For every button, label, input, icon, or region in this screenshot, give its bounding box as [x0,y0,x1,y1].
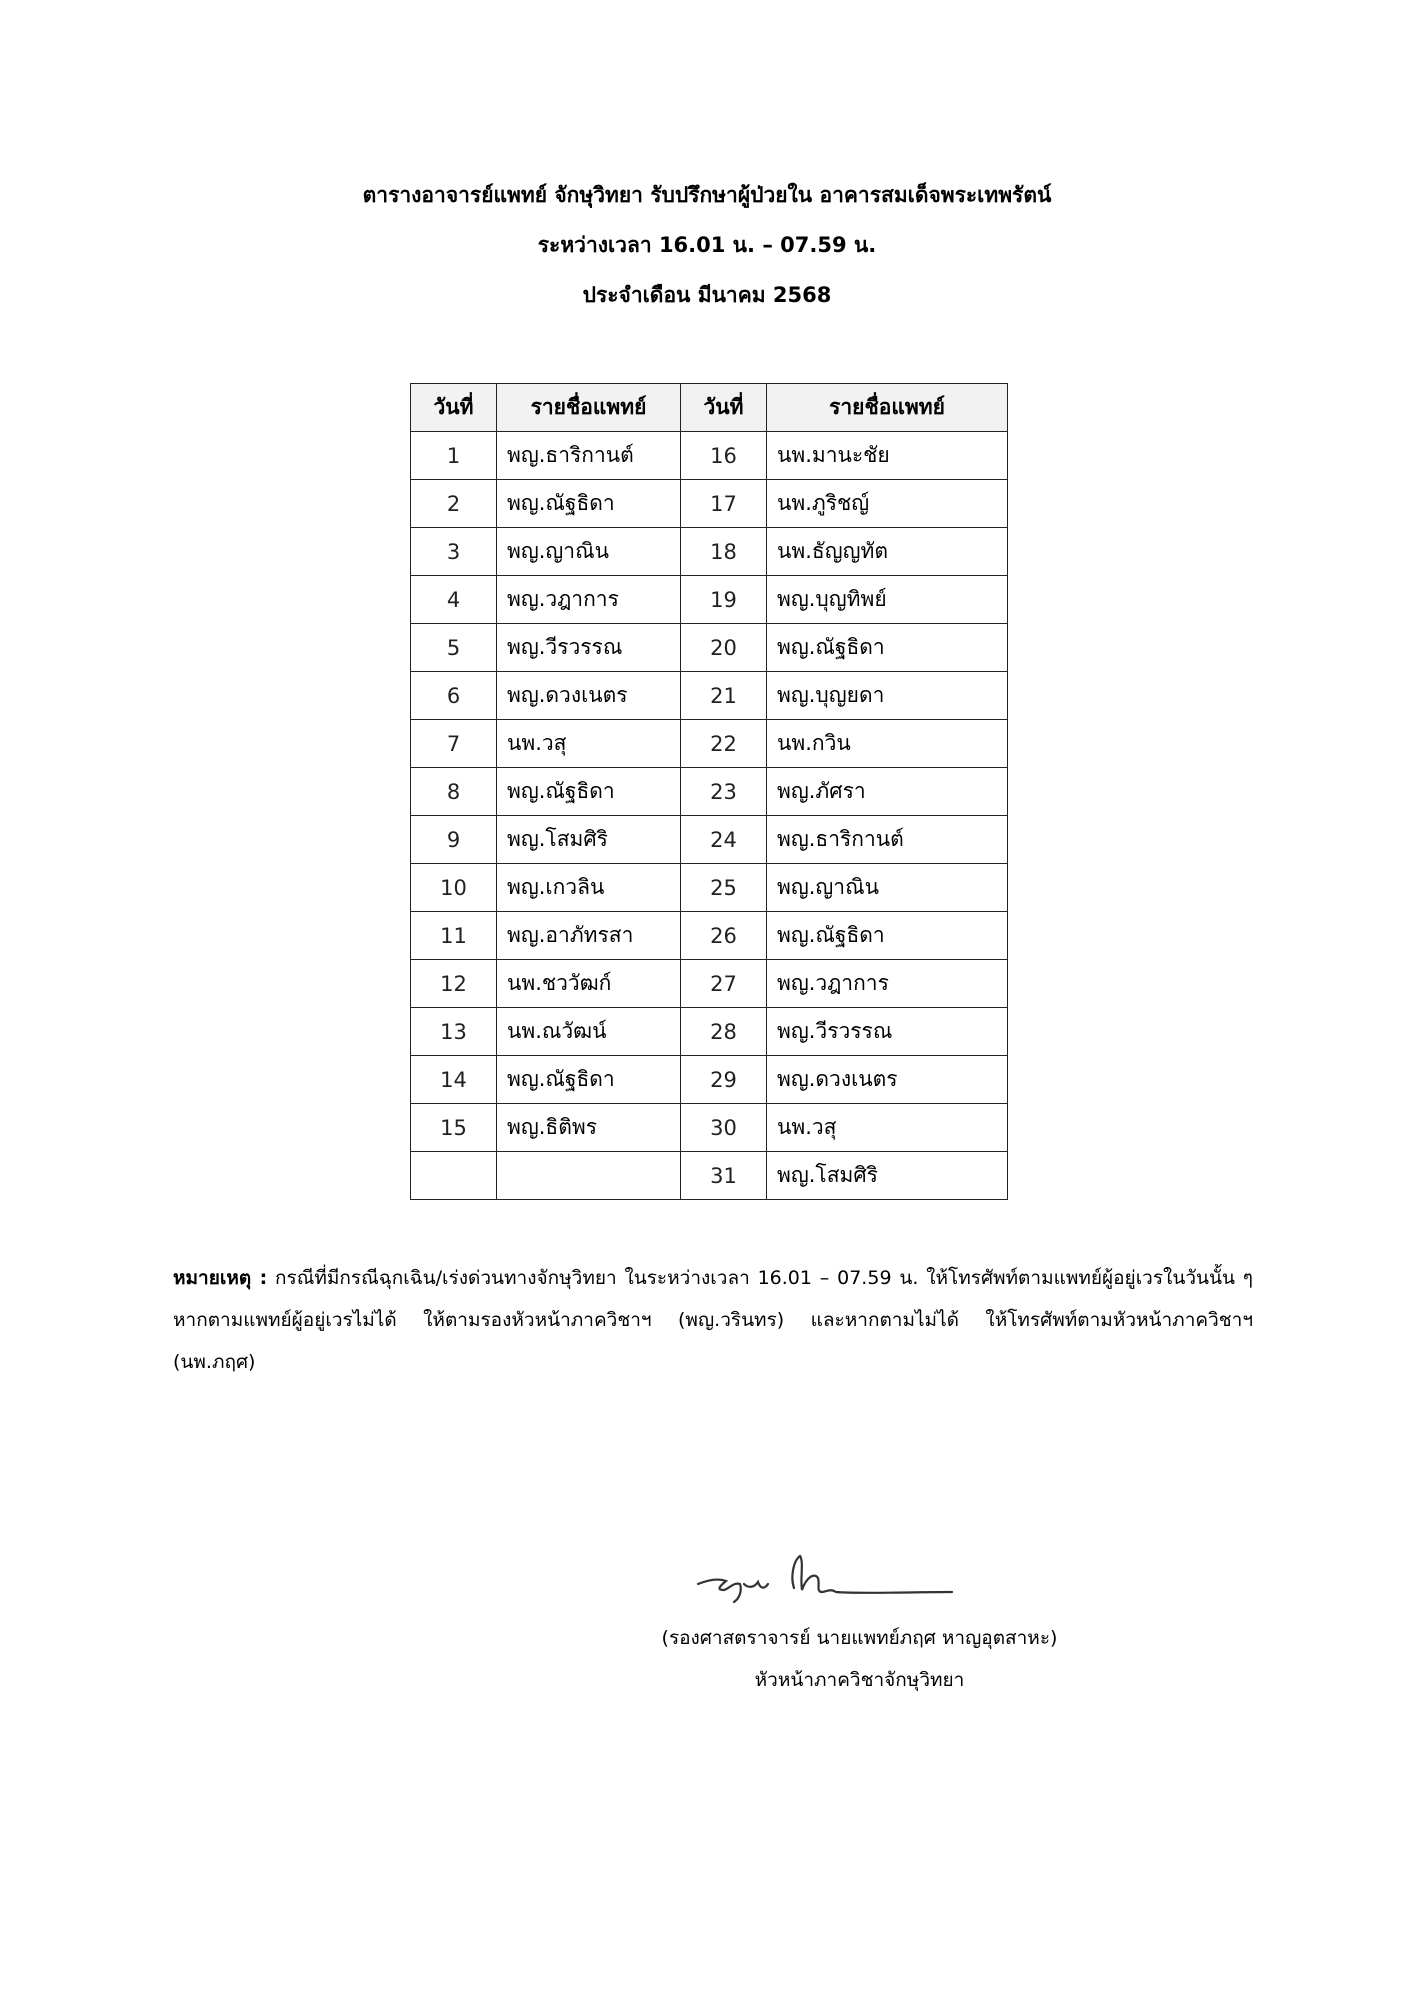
table-row [411,576,1008,624]
doctor-cell: พญ.บุญทิพย์ [767,576,1008,624]
table-row [411,624,1008,672]
table-row [411,1056,1008,1104]
doctor-cell: พญ.ภัศรา [767,768,1008,816]
doctor-cell: พญ.วีรวรรณ [767,1008,1008,1056]
day-cell: 16 [681,432,767,480]
day-cell: 3 [411,528,497,576]
document-title: ตารางอาจารย์แพทย์ จักษุวิทยา รับปรึกษาผู้ป่วยใน อาคารสมเด็จพระเทพรัตน์ [362,183,1052,207]
day-cell: 25 [681,864,767,912]
header-doctor-2: รายชื่อแพทย์ [767,384,1008,432]
day-cell: 21 [681,672,767,720]
day-cell: 15 [411,1104,497,1152]
day-cell: 14 [411,1056,497,1104]
doctor-cell: พญ.ญาณิน [767,864,1008,912]
doctor-cell: พญ.วฎาการ [497,576,681,624]
day-cell: 23 [681,768,767,816]
doctor-cell: นพ.ณวัฒน์ [497,1008,681,1056]
day-cell: 1 [411,432,497,480]
doctor-cell: นพ.วสุ [497,720,681,768]
doctor-cell: พญ.ญาณิน [497,528,681,576]
day-cell: 28 [681,1008,767,1056]
doctor-cell: นพ.ชววัฒก์ [497,960,681,1008]
table-row [411,960,1008,1008]
day-cell: 18 [681,528,767,576]
day-cell: 31 [681,1152,767,1200]
signer-position: หัวหน้าภาควิชาจักษุวิทยา [754,1669,965,1691]
doctor-cell: นพ.กวิน [767,720,1008,768]
table-row [411,432,1008,480]
doctor-cell: นพ.ธัญญทัต [767,528,1008,576]
doctor-cell: พญ.ธาริกานต์ [497,432,681,480]
header-day-2: วันที่ [681,384,767,432]
day-cell: 7 [411,720,497,768]
doctor-cell: พญ.ณัฐธิดา [497,480,681,528]
day-cell: 12 [411,960,497,1008]
header-day-1: วันที่ [411,384,497,432]
doctor-cell: พญ.ณัฐธิดา [767,912,1008,960]
doctor-cell: นพ.ภูริชญ์ [767,480,1008,528]
day-cell: 11 [411,912,497,960]
day-cell: 5 [411,624,497,672]
doctor-cell: พญ.ดวงเนตร [767,1056,1008,1104]
doctor-cell: พญ.ดวงเนตร [497,672,681,720]
time-range: ระหว่างเวลา 16.01 น. – 07.59 น. [537,233,877,257]
day-cell: 13 [411,1008,497,1056]
doctor-cell: พญ.ณัฐธิดา [497,768,681,816]
day-cell: 17 [681,480,767,528]
table-row [411,912,1008,960]
doctor-cell: นพ.วสุ [767,1104,1008,1152]
doctor-cell: พญ.ธาริกานต์ [767,816,1008,864]
day-cell: 2 [411,480,497,528]
schedule-body [411,432,1008,1200]
day-cell: 10 [411,864,497,912]
header-doctor-1: รายชื่อแพทย์ [497,384,681,432]
doctor-cell: พญ.วีรวรรณ [497,624,681,672]
doctor-cell: พญ.ณัฐธิดา [767,624,1008,672]
doctor-cell: พญ.ธิติพร [497,1104,681,1152]
day-cell [411,1152,497,1200]
table-row [411,864,1008,912]
schedule-table [410,383,1008,1200]
signer-name: (รองศาสตราจารย์ นายแพทย์ภฤศ หาญอุตสาหะ) [661,1627,1058,1649]
handwritten-signature [690,1548,960,1608]
day-cell: 27 [681,960,767,1008]
table-row [411,528,1008,576]
document-title-block [0,170,1414,320]
doctor-cell: นพ.มานะชัย [767,432,1008,480]
day-cell: 29 [681,1056,767,1104]
day-cell: 30 [681,1104,767,1152]
day-cell: 6 [411,672,497,720]
day-cell: 22 [681,720,767,768]
day-cell: 8 [411,768,497,816]
doctor-cell: พญ.โสมศิริ [767,1152,1008,1200]
table-row [411,816,1008,864]
table-row [411,1008,1008,1056]
table-row [411,768,1008,816]
doctor-cell: พญ.เกวลิน [497,864,681,912]
month-label: ประจำเดือน มีนาคม 2568 [582,283,832,307]
remark-text: กรณีที่มีกรณีฉุกเฉิน/เร่งด่วนทางจักษุวิทยา ในระหว่างเวลา 16.01 – 07.59 น. ให้โทรศัพท์ตามแพทย์ผู้อยู่เวรในวันนั้น ๆ หากตามแพทย์ผู้อยู่เวรไม่ได้ ให้ตามรองหัวหน้าภาควิชาฯ (พญ.วรินทร) และหากตามไม่ได้ ให้โทรศัพท์ตามหัวหน้าภาควิชาฯ (นพ.ภฤศ) [173,1267,1253,1373]
table-row [411,672,1008,720]
table-row [411,480,1008,528]
day-cell: 20 [681,624,767,672]
remark-label: หมายเหตุ : [173,1267,268,1289]
day-cell: 4 [411,576,497,624]
doctor-cell [497,1152,681,1200]
table-header-row [411,384,1008,432]
table-row [411,1152,1008,1200]
table-row [411,1104,1008,1152]
remark-note [173,1257,1253,1383]
day-cell: 26 [681,912,767,960]
doctor-cell: พญ.อาภัทรสา [497,912,681,960]
day-cell: 19 [681,576,767,624]
table-row [411,720,1008,768]
doctor-cell: พญ.โสมศิริ [497,816,681,864]
day-cell: 24 [681,816,767,864]
doctor-cell: พญ.วฎาการ [767,960,1008,1008]
day-cell: 9 [411,816,497,864]
doctor-cell: พญ.ณัฐธิดา [497,1056,681,1104]
doctor-cell: พญ.บุญยดา [767,672,1008,720]
